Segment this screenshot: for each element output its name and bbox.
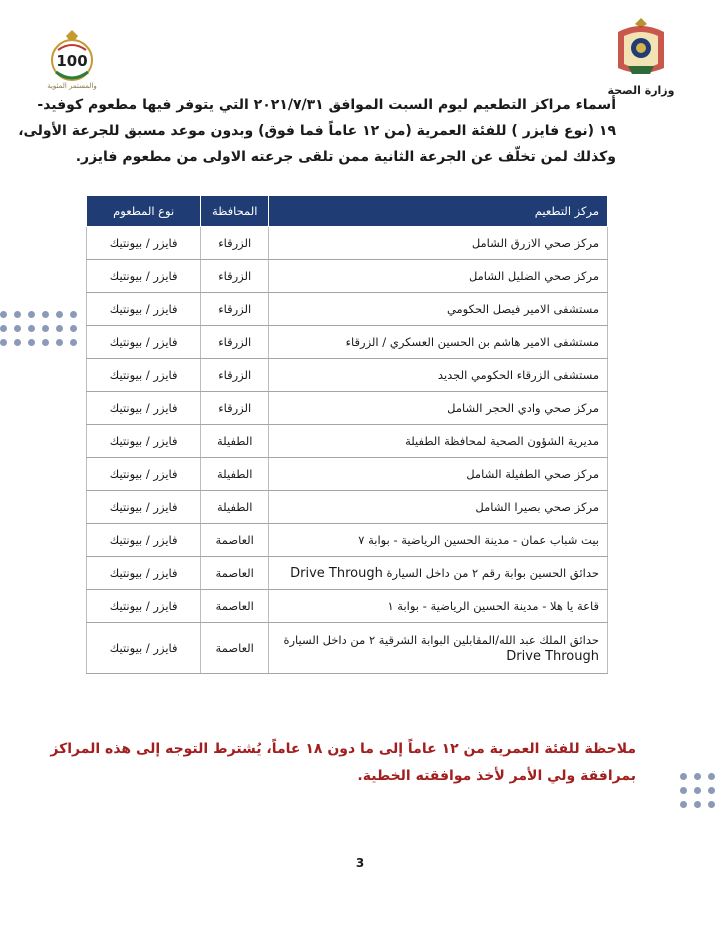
table-row — [87, 326, 608, 359]
governorate-cell: العاصمة — [201, 590, 269, 623]
vaccine-cell: فايزر / بيونتيك — [87, 326, 201, 359]
center-cell — [269, 557, 608, 590]
center-cell: مستشفى الامير هاشم بن الحسين العسكري / الزرقاء — [269, 326, 608, 359]
intro-paragraph — [18, 92, 616, 170]
governorate-cell: الزرقاء — [201, 293, 269, 326]
center-name-ar: حدائق الحسين بوابة رقم ٢ من داخل السيارة — [386, 565, 599, 580]
centennial-number: 100 — [56, 52, 88, 70]
table-row — [87, 458, 608, 491]
vaccine-cell: فايزر / بيونتيك — [87, 425, 201, 458]
governorate-cell: الزرقاء — [201, 326, 269, 359]
note-line-2: بمرافقة ولي الأمر لأخذ موافقته الخطية. — [357, 768, 636, 784]
center-name-ar: حدائق الملك عبد الله/المقابلين البوابة الشرقية ٢ من داخل السيارة — [283, 632, 599, 647]
center-cell — [269, 623, 608, 674]
table-row — [87, 590, 608, 623]
governorate-cell: الزرقاء — [201, 392, 269, 425]
header-vaccine: نوع المطعوم — [87, 196, 201, 227]
vaccine-cell: فايزر / بيونتيك — [87, 392, 201, 425]
intro-line-2: ١٩ (نوع فايزر ) للفئة العمرية (من ١٢ عاماً فما فوق) وبدون موعد مسبق للجرعة الأولى، — [18, 123, 616, 139]
drive-through-label: Drive Through — [506, 648, 599, 664]
governorate-cell: الطفيلة — [201, 491, 269, 524]
decorative-dots-icon — [0, 311, 77, 346]
intro-line-3: وكذلك لمن تخلّف عن الجرعة الثانية ممن تلقى جرعته الاولى من مطعوم فايزر. — [75, 149, 616, 165]
table-header-row — [87, 196, 608, 227]
center-cell: مستشفى الزرقاء الحكومي الجديد — [269, 359, 608, 392]
centennial-caption: والمستمر المئوية — [47, 82, 97, 90]
vaccine-cell: فايزر / بيونتيك — [87, 227, 201, 260]
vaccine-cell: فايزر / بيونتيك — [87, 260, 201, 293]
ministry-emblem-icon — [610, 14, 672, 78]
header-governorate: المحافظة — [201, 196, 269, 227]
center-cell: مستشفى الامير فيصل الحكومي — [269, 293, 608, 326]
table-row — [87, 557, 608, 590]
vaccine-cell: فايزر / بيونتيك — [87, 590, 201, 623]
table-row — [87, 260, 608, 293]
table-row — [87, 425, 608, 458]
table-row — [87, 227, 608, 260]
note-line-1: ملاحظة للفئة العمرية من ١٢ عاماً إلى ما دون ١٨ عاماً، يُشترط التوجه إلى هذه المراكز — [50, 741, 636, 757]
table-row — [87, 293, 608, 326]
header-center: مركز التطعيم — [269, 196, 608, 227]
vaccination-centers-table — [86, 195, 608, 674]
center-cell: مديرية الشؤون الصحية لمحافظة الطفيلة — [269, 425, 608, 458]
governorate-cell: الزرقاء — [201, 359, 269, 392]
governorate-cell: الزرقاء — [201, 227, 269, 260]
governorate-cell: الطفيلة — [201, 458, 269, 491]
center-cell: مركز صحي بصيرا الشامل — [269, 491, 608, 524]
table-row — [87, 623, 608, 674]
center-cell: مركز صحي وادي الحجر الشامل — [269, 392, 608, 425]
vaccine-cell: فايزر / بيونتيك — [87, 623, 201, 674]
center-cell: مركز صحي الطفيلة الشامل — [269, 458, 608, 491]
table-row — [87, 491, 608, 524]
table-row — [87, 359, 608, 392]
intro-line-1: أسماء مراكز التطعيم ليوم السبت الموافق ٢٠٢١/٧/٣١ التي يتوفر فيها مطعوم كوفيد- — [37, 97, 616, 113]
governorate-cell: العاصمة — [201, 524, 269, 557]
table-row — [87, 392, 608, 425]
vaccine-cell: فايزر / بيونتيك — [87, 491, 201, 524]
vaccine-cell: فايزر / بيونتيك — [87, 293, 201, 326]
vaccine-cell: فايزر / بيونتيك — [87, 524, 201, 557]
governorate-cell: الزرقاء — [201, 260, 269, 293]
governorate-cell: العاصمة — [201, 623, 269, 674]
age-note — [40, 736, 636, 790]
center-cell: قاعة يا هلا - مدينة الحسين الرياضية - بوابة ١ — [269, 590, 608, 623]
vaccine-cell: فايزر / بيونتيك — [87, 458, 201, 491]
page-number: 3 — [355, 856, 365, 870]
center-cell: بيت شباب عمان - مدينة الحسين الرياضية - بوابة ٧ — [269, 524, 608, 557]
governorate-cell: العاصمة — [201, 557, 269, 590]
drive-through-label: Drive Through — [290, 565, 383, 581]
center-cell: مركز صحي الازرق الشامل — [269, 227, 608, 260]
table-row — [87, 524, 608, 557]
vaccine-cell: فايزر / بيونتيك — [87, 557, 201, 590]
vaccine-cell: فايزر / بيونتيك — [87, 359, 201, 392]
ministry-name: وزارة الصحة — [607, 84, 675, 97]
center-cell: مركز صحي الضليل الشامل — [269, 260, 608, 293]
decorative-dots-icon — [680, 773, 720, 808]
governorate-cell: الطفيلة — [201, 425, 269, 458]
